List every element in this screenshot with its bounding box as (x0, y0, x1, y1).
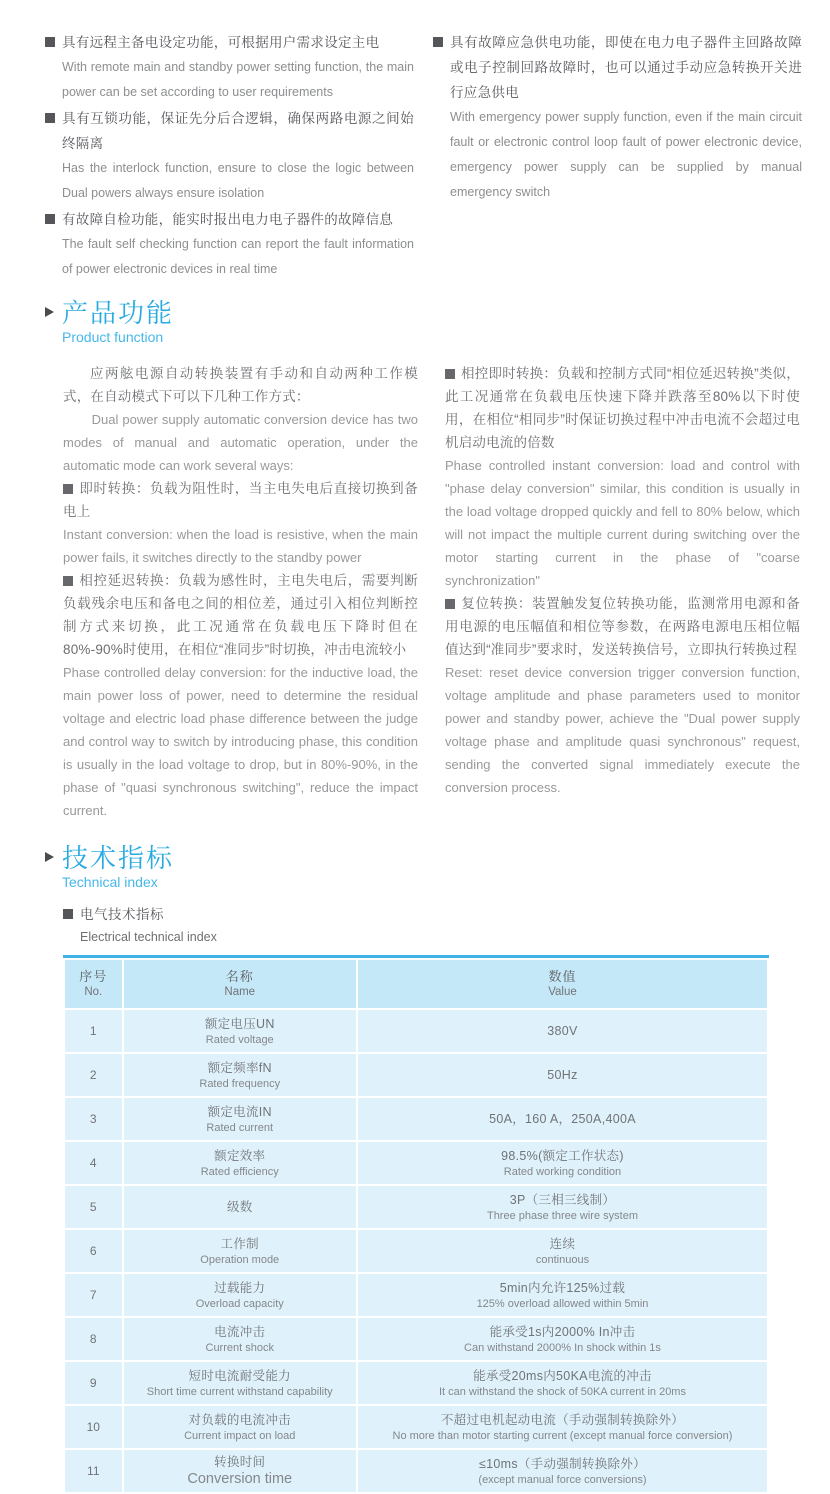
paragraph-en: Reset: reset device conversion trigger conversion function, voltage amplitude and phase parameters used to monitor power and standby power, achieve the "Dual power supply voltage phase and amplitude quasi synchronous" request, sending the converted signal immediately execute the conversion process. (445, 665, 800, 795)
table-row (65, 1450, 767, 1492)
arrow-right-icon (45, 307, 54, 317)
cell-no: 4 (65, 1142, 122, 1184)
paragraph-zh (445, 362, 800, 454)
cell-name-en: Current shock (205, 1341, 274, 1354)
cell-no: 1 (65, 1010, 122, 1052)
bullet-square-icon (45, 113, 55, 123)
table-header-row (65, 960, 767, 1008)
cell-value-zh: 不超过电机起动电流（手动强制转换除外） (440, 1412, 685, 1427)
table-row (65, 1054, 767, 1096)
cell-value-zh: ≤10ms（手动强制转换除外） (479, 1456, 646, 1471)
feature-column-left (45, 30, 414, 283)
cell-no: 8 (65, 1318, 122, 1360)
feature-item (433, 30, 802, 205)
cell-name-en: Operation mode (200, 1253, 280, 1266)
cell-value (358, 1098, 767, 1140)
cell-name-zh: 工作制 (220, 1236, 259, 1251)
paragraph-zh (63, 477, 418, 523)
cell-value (358, 1186, 767, 1228)
table-row (65, 1406, 767, 1448)
cell-value (358, 1230, 767, 1272)
feature-text-zh: 有故障自检功能，能实时报出电力电子器件的故障信息 (62, 212, 394, 227)
paragraph-en: Instant conversion: when the load is resistive, when the main power fails, it switches directly to the standby power (63, 527, 418, 565)
bullet-square-icon (45, 37, 55, 47)
product-function-left-column (63, 362, 418, 822)
table-row (65, 1098, 767, 1140)
cell-value-zh: 能承受1s内2000% In冲击 (489, 1324, 636, 1339)
cell-name-zh: 级数 (226, 1199, 253, 1214)
subsection-title-en: Electrical technical index (80, 930, 217, 944)
subsection-title-zh: 电气技术指标 (80, 907, 164, 922)
cell-name (124, 1450, 356, 1492)
feature-item (45, 207, 414, 282)
bullet-square-icon (445, 369, 455, 379)
feature-column-right (433, 30, 802, 283)
paragraph-text: 相控延迟转换：负载为感性时，主电失电后，需要判断负载残余电压和备电之间的相位差，通过引入相位判断控制方式来切换，此工况通常在负载电压下降时但在80%-90%时使用，在相位“准同步”时切换，冲击电流较小 (63, 573, 418, 657)
cell-value-zh: 连续 (549, 1236, 576, 1251)
cell-value-zh: 50Hz (547, 1067, 578, 1082)
paragraph-en: Phase controlled delay conversion: for the inductive load, the main power loss of power, need to determine the residual voltage and electric load phase difference between the judge and control way to switch by introducing phase, this condition is usually in the load voltage to drop, but in 80%-90%, in the phase of "quasi synchronous switching", reduce the impact current. (63, 665, 418, 818)
paragraph-text: 复位转换：装置触发复位转换功能，监测常用电源和备用电源的电压幅值和相位等参数，在两路电源电压相位幅值达到“准同步”要求时，发送转换信号，立即执行转换过程 (445, 596, 800, 657)
cell-name-zh: 过载能力 (214, 1280, 266, 1295)
header-no-en: No. (84, 986, 103, 998)
cell-value (358, 1142, 767, 1184)
cell-name-zh: 额定电流IN (207, 1104, 272, 1119)
spec-table-wrapper (63, 955, 769, 1494)
cell-value-zh: 380V (547, 1023, 578, 1038)
feature-item (45, 30, 414, 105)
feature-text-en: The fault self checking function can report the fault information of power electronic devices in real time (62, 237, 414, 276)
cell-name (124, 1406, 356, 1448)
feature-text-en: With remote main and standby power setting function, the main power can be set according to user requirements (62, 60, 414, 99)
feature-text-zh: 具有故障应急供电功能，即使在电力电子器件主回路故障或电子控制回路故障时，也可以通过手动应急转换开关进行应急供电 (450, 35, 802, 100)
feature-text-zh: 具有远程主备电设定功能，可根据用户需求设定主电 (62, 35, 380, 50)
table-row (65, 1186, 767, 1228)
cell-name-en: Conversion time (187, 1471, 293, 1487)
subsection-electrical-index (63, 905, 217, 949)
cell-value (358, 1362, 767, 1404)
product-function-right-column (445, 362, 800, 822)
cell-name-zh: 额定效率 (214, 1148, 266, 1163)
table-row (65, 1010, 767, 1052)
cell-name-en: Rated current (206, 1121, 274, 1134)
header-cell-name (124, 960, 356, 1008)
cell-name (124, 1098, 356, 1140)
cell-value-en: 125% overload allowed within 5min (476, 1297, 649, 1310)
cell-value (358, 1318, 767, 1360)
cell-name (124, 1230, 356, 1272)
cell-value (358, 1010, 767, 1052)
section-title-zh: 产品功能 (62, 298, 175, 328)
cell-name-en: Rated frequency (199, 1077, 281, 1090)
feature-text-en: Has the interlock function, ensure to close the logic between Dual powers always ensure isolation (62, 161, 414, 200)
cell-value-zh: 50A，160 A，250A,400A (489, 1111, 636, 1126)
cell-name-zh: 转换时间 (214, 1455, 266, 1469)
header-name-en: Name (224, 986, 256, 998)
cell-no: 11 (65, 1450, 122, 1492)
paragraph-zh: 应两舷电源自动转换装置有手动和自动两种工作模式，在自动模式下可以下几种工作方式： (63, 366, 418, 404)
cell-name-en: Overload capacity (195, 1297, 284, 1310)
table-row (65, 1230, 767, 1272)
header-no-zh: 序号 (79, 969, 108, 984)
cell-name-zh: 短时电流耐受能力 (188, 1368, 291, 1383)
cell-value-en: Rated working condition (503, 1165, 622, 1178)
cell-value (358, 1406, 767, 1448)
cell-no: 7 (65, 1274, 122, 1316)
cell-no: 10 (65, 1406, 122, 1448)
cell-value-zh: 5min内允许125%过载 (499, 1280, 626, 1295)
cell-value-en: Three phase three wire system (486, 1209, 638, 1222)
cell-value-en: continuous (535, 1253, 590, 1266)
paragraph-text: 相控即时转换：负载和控制方式同“相位延迟转换”类似，此工况通常在负载电压快速下降并跌落至80%以下时使用，在相位“相同步”时保证切换过程中冲击电流不会超过电机启动电流的倍数 (445, 366, 800, 450)
arrow-right-icon (45, 852, 54, 862)
cell-value-en: Can withstand 2000% In shock within 1s (464, 1341, 661, 1354)
cell-value (358, 1054, 767, 1096)
table-row (65, 1274, 767, 1316)
section-title-zh: 技术指标 (62, 843, 175, 873)
cell-name-en: Current impact on load (184, 1429, 296, 1442)
paragraph-text: 即时转换：负载为阻性时，当主电失电后直接切换到备电上 (63, 481, 418, 519)
cell-value-zh: 能承受20ms内50KA电流的冲击 (473, 1368, 652, 1383)
header-cell-no (65, 960, 122, 1008)
paragraph-en: Phase controlled instant conversion: load and control with "phase delay conversion" similar, this condition is usually in the load voltage dropped quickly and fell to 80% below, which will not impact the multiple current during switching over the motor starting current in the phase of "coarse synchronization" (445, 458, 800, 588)
electrical-spec-table (63, 958, 769, 1494)
cell-name-en: Rated efficiency (200, 1165, 279, 1178)
feature-text-zh: 具有互锁功能，保证先分后合逻辑，确保两路电源之间始终隔离 (62, 111, 414, 151)
bullet-square-icon (63, 484, 73, 494)
table-row (65, 1318, 767, 1360)
cell-value-en: No more than motor starting current (except manual force conversion) (392, 1429, 733, 1442)
header-value-zh: 数值 (548, 969, 577, 984)
cell-name-zh: 电流冲击 (214, 1324, 266, 1339)
cell-name-zh: 额定电压UN (204, 1016, 275, 1031)
header-name-zh: 名称 (225, 969, 254, 984)
cell-value-en: It can withstand the shock of 50KA current in 20ms (438, 1385, 686, 1398)
cell-name-zh: 额定频率fN (207, 1060, 272, 1075)
paragraph-zh (63, 569, 418, 661)
product-function-body (63, 362, 800, 822)
bullet-square-icon (445, 599, 455, 609)
cell-name (124, 1142, 356, 1184)
feature-list (45, 30, 802, 283)
feature-item (45, 106, 414, 206)
header-value-en: Value (548, 986, 577, 998)
table-row (65, 1362, 767, 1404)
cell-value-zh: 98.5%(额定工作状态) (501, 1148, 624, 1163)
cell-name (124, 1274, 356, 1316)
cell-value-zh: 3P（三相三线制） (509, 1192, 616, 1207)
cell-no: 6 (65, 1230, 122, 1272)
cell-name (124, 1318, 356, 1360)
cell-value (358, 1274, 767, 1316)
section-title-en: Product function (62, 329, 164, 345)
cell-name (124, 1362, 356, 1404)
cell-name (124, 1010, 356, 1052)
section-header-product-function (45, 298, 174, 347)
cell-no: 9 (65, 1362, 122, 1404)
table-row (65, 1142, 767, 1184)
cell-no: 3 (65, 1098, 122, 1140)
cell-value-en: (except manual force conversions) (478, 1473, 647, 1486)
cell-name-en: Rated voltage (205, 1033, 274, 1046)
paragraph-zh (445, 592, 800, 661)
cell-name (124, 1186, 356, 1228)
bullet-square-icon (63, 909, 73, 919)
paragraph-en: Dual power supply automatic conversion device has two modes of manual and automatic operation, under the automatic mode can work several ways: (63, 412, 418, 473)
bullet-square-icon (63, 576, 73, 586)
section-header-technical-index (45, 843, 174, 892)
cell-name-zh: 对负载的电流冲击 (188, 1412, 291, 1427)
bullet-square-icon (433, 37, 443, 47)
cell-value (358, 1450, 767, 1492)
section-title-en: Technical index (62, 874, 158, 890)
bullet-square-icon (45, 214, 55, 224)
cell-no: 5 (65, 1186, 122, 1228)
feature-text-en: With emergency power supply function, even if the main circuit fault or electronic control loop fault of power electronic device, emergency power supply can be supplied by manual emergency switch (450, 110, 802, 199)
cell-name-en: Short time current withstand capability (146, 1385, 333, 1398)
cell-no: 2 (65, 1054, 122, 1096)
cell-name (124, 1054, 356, 1096)
header-cell-value (358, 960, 767, 1008)
